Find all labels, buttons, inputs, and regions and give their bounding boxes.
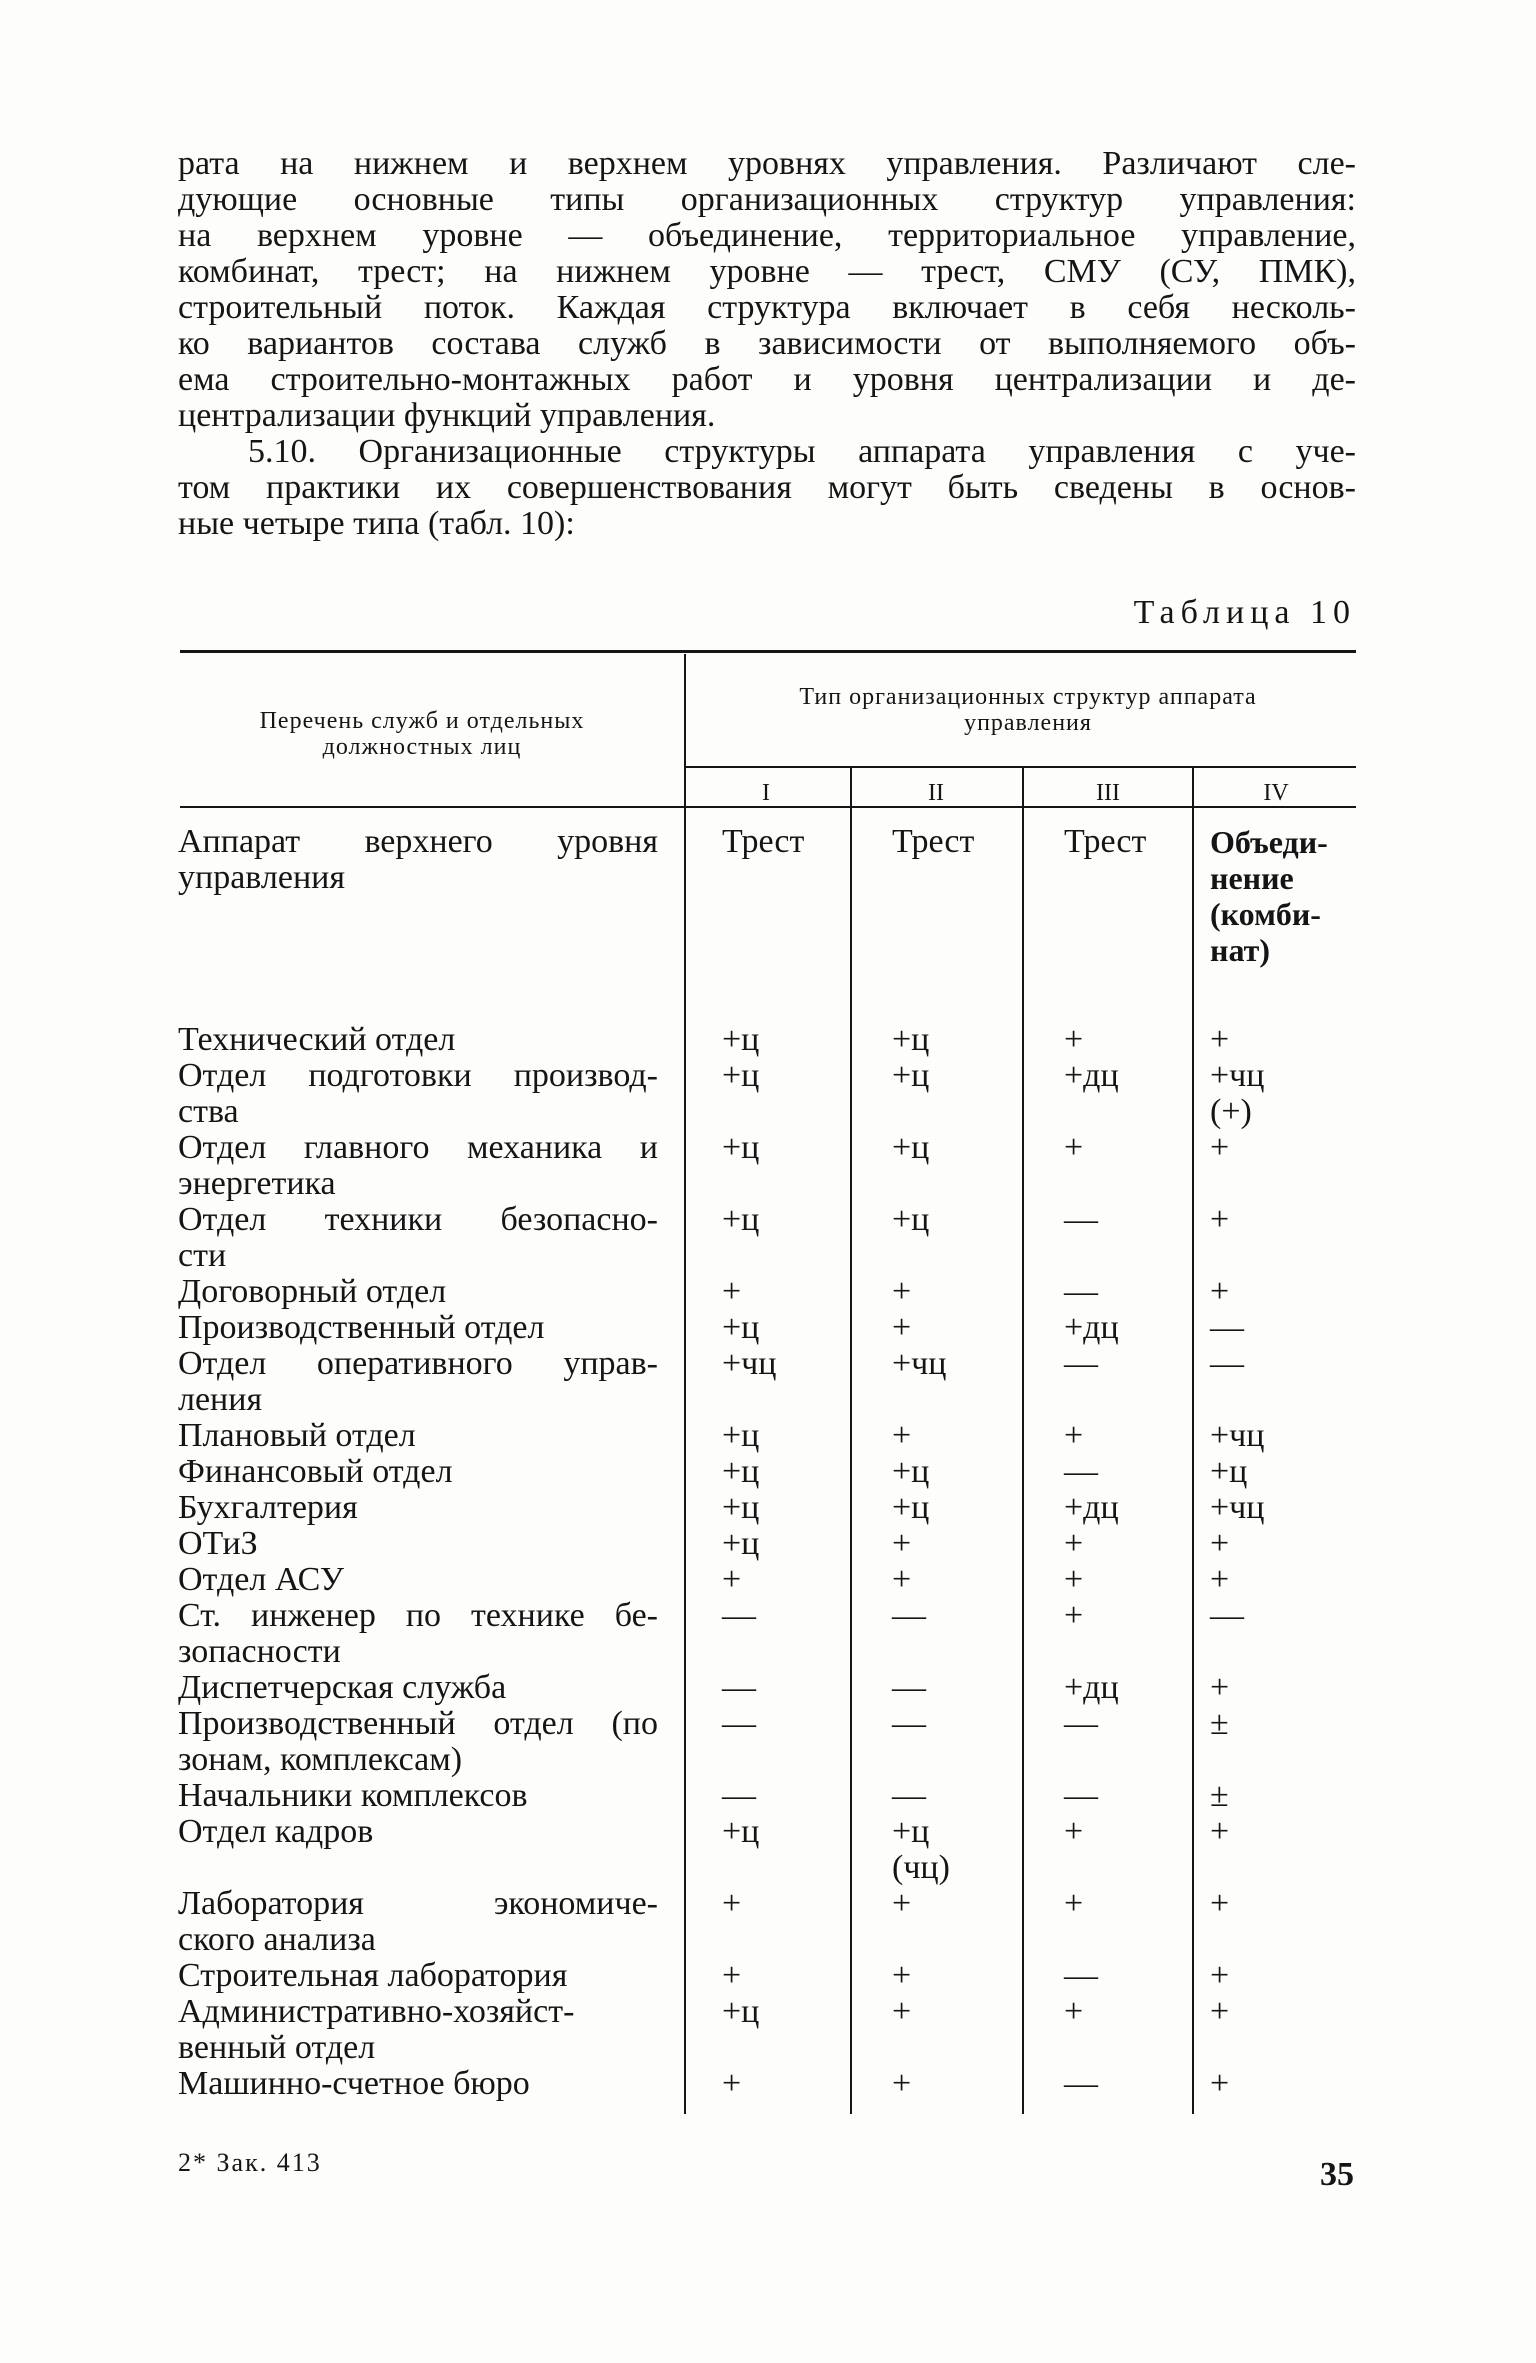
table-cell — [892, 1130, 929, 1166]
col-divider-1 — [850, 768, 852, 2114]
table-cell — [1210, 1202, 1229, 1238]
table-cell — [892, 1994, 911, 2030]
cell-line: + — [1210, 1525, 1230, 1562]
table-cell — [892, 1778, 926, 1814]
table-cell — [1064, 1994, 1083, 2030]
cell-line: + — [892, 1309, 912, 1346]
col-divider-2 — [1022, 768, 1024, 2114]
cell-line: + — [1064, 1021, 1084, 1058]
cell-line: +чц — [1210, 1057, 1265, 1094]
table-cell — [722, 1958, 741, 1994]
table-cell — [1210, 1994, 1229, 2030]
row-label — [178, 1310, 658, 1346]
cell-line: Трест — [722, 823, 805, 860]
table-top-rule — [180, 650, 1356, 653]
table-cell — [892, 1670, 926, 1706]
cell-line: — — [892, 1777, 926, 1814]
table-cell — [892, 1058, 929, 1094]
roman-IV: IV — [1263, 780, 1289, 806]
table-cell — [892, 1202, 929, 1238]
row-label-line: Административно-хозяйст- — [178, 1994, 575, 2030]
cell-line: +дц — [1064, 1669, 1119, 1706]
row-label-line: Машинно-счетное бюро — [178, 2065, 530, 2102]
cell-line: + — [1064, 1525, 1084, 1562]
table-cell — [892, 1706, 926, 1742]
table-cell — [1064, 1130, 1083, 1166]
table-cell — [722, 1022, 759, 1058]
body-paragraph — [178, 146, 1356, 542]
row-label-line: управления — [178, 859, 345, 896]
row-label — [178, 1022, 658, 1058]
cell-line: (+) — [1210, 1093, 1252, 1130]
cell-line: + — [1210, 1129, 1230, 1166]
table-cell — [1210, 1058, 1264, 1130]
row-label — [178, 1526, 658, 1562]
row-label — [178, 1958, 658, 1994]
row-label — [178, 1670, 658, 1706]
table-cell — [892, 1526, 911, 1562]
cell-line: — — [892, 1705, 926, 1742]
cell-line: +дц — [1064, 1489, 1119, 1526]
table-cell — [1210, 1490, 1264, 1526]
cell-line: Трест — [892, 823, 975, 860]
table-cell — [722, 1526, 759, 1562]
paragraph-line: ные четыре типа (табл. 10): — [178, 505, 575, 542]
table-cell — [1064, 1706, 1098, 1742]
table-cell — [1064, 1958, 1098, 1994]
cell-line: Трест — [1064, 823, 1147, 860]
row-label — [178, 1706, 658, 1778]
cell-line: — — [1064, 2065, 1098, 2102]
cell-line: + — [1210, 1885, 1230, 1922]
cell-line: + — [722, 2065, 742, 2102]
row-label — [178, 1886, 658, 1958]
cell-line: + — [1210, 1993, 1230, 2030]
table-cell — [1210, 1346, 1244, 1382]
table-cell — [722, 1346, 776, 1382]
cell-line: (чц) — [892, 1849, 950, 1886]
row-label-line: Отдел кадров — [178, 1813, 374, 1850]
header-left-line-2: должностных лиц — [322, 734, 522, 760]
table-cell — [1210, 1778, 1229, 1814]
cell-line: +ц — [722, 1453, 760, 1490]
table-cell — [1210, 1130, 1229, 1166]
row-label — [178, 1814, 658, 1850]
paragraph-line: комбинат, трест; на нижнем уровне — трест, СМУ (СУ, ПМК), — [178, 254, 1356, 290]
table-cell — [722, 824, 804, 860]
row-label-line: Строительная лаборатория — [178, 1957, 568, 1994]
cell-line: — — [1210, 1345, 1244, 1382]
cell-line: ± — [1210, 1705, 1229, 1742]
cell-line: +ц — [892, 1489, 930, 1526]
cell-line: + — [1210, 1957, 1230, 1994]
row-label — [178, 1454, 658, 1490]
table-cell — [892, 1814, 950, 1886]
row-label-line: Начальники комплексов — [178, 1777, 528, 1814]
cell-line: +чц — [892, 1345, 947, 1382]
row-label-line: Отдел АСУ — [178, 1561, 344, 1598]
print-order-note: 2* Зак. 413 — [178, 2148, 322, 2177]
table-cell — [722, 1310, 759, 1346]
row-label-line: Производственный отдел — [178, 1309, 545, 1346]
cell-line: + — [1064, 1129, 1084, 1166]
table-cell — [892, 1490, 929, 1526]
cell-line: +ц — [722, 1021, 760, 1058]
cell-line: + — [722, 1957, 742, 1994]
cell-line: +ц — [722, 1201, 760, 1238]
cell-line: + — [1064, 1813, 1084, 1850]
table-cell — [722, 1670, 756, 1706]
table-cell — [1064, 1526, 1083, 1562]
row-label-line: Технический отдел — [178, 1021, 456, 1058]
cell-line: — — [1064, 1201, 1098, 1238]
col-divider-main — [684, 654, 686, 2114]
table-cell — [892, 1022, 929, 1058]
cell-line: +ц — [1210, 1453, 1248, 1490]
cell-line: +ц — [722, 1813, 760, 1850]
cell-line: — — [1064, 1777, 1098, 1814]
table-cell — [1064, 1058, 1119, 1094]
table-cell — [1064, 1886, 1083, 1922]
table-cell — [892, 1346, 946, 1382]
paragraph-line: 5.10. Организационные структуры аппарата управления с уче- — [248, 434, 1356, 470]
cell-line: + — [892, 2065, 912, 2102]
page-number: 35 — [1320, 2156, 1354, 2193]
cell-line: + — [1210, 1021, 1230, 1058]
table-cell — [722, 1994, 759, 2030]
cell-line: + — [1064, 1993, 1084, 2030]
table-cell — [1064, 1778, 1098, 1814]
cell-line: + — [1210, 1669, 1230, 1706]
row-label-line: ства — [178, 1093, 239, 1130]
table-cell — [1210, 1886, 1229, 1922]
cell-line: +ц — [722, 1417, 760, 1454]
cell-line: +ц — [892, 1129, 930, 1166]
cell-line: нат) — [1210, 932, 1270, 968]
table-cell — [1210, 1418, 1264, 1454]
cell-line: +ц — [722, 1057, 760, 1094]
cell-line: — — [722, 1669, 756, 1706]
row-label — [178, 1058, 658, 1130]
header-left — [180, 708, 664, 760]
table-cell — [1064, 1454, 1098, 1490]
roman-III: III — [1096, 780, 1120, 806]
table-cell — [722, 1814, 759, 1850]
table-caption: Таблица 10 — [1133, 594, 1356, 631]
cell-line: + — [892, 1561, 912, 1598]
cell-line: — — [1064, 1345, 1098, 1382]
table-cell — [892, 1274, 911, 1310]
cell-line: + — [892, 1885, 912, 1922]
cell-line: — — [1064, 1453, 1098, 1490]
table-cell — [892, 1958, 911, 1994]
header-right-line-2: управления — [964, 710, 1092, 736]
table-cell — [1210, 1274, 1229, 1310]
row-label-line: Ст. инженер по технике бе- — [178, 1598, 658, 1634]
row-label-line: Отдел главного механика и — [178, 1130, 658, 1166]
row-label — [178, 1202, 658, 1274]
row-label-line: ского анализа — [178, 1921, 376, 1958]
row-label — [178, 1778, 658, 1814]
cell-line: — — [1064, 1273, 1098, 1310]
table-cell — [1064, 1670, 1119, 1706]
row-label-line: Производственный отдел (по — [178, 1706, 658, 1742]
table-cell — [892, 824, 974, 860]
table-cell — [1210, 2066, 1229, 2102]
table-cell — [722, 1778, 756, 1814]
cell-line: +ц — [892, 1021, 930, 1058]
table-cell — [892, 2066, 911, 2102]
roman-sub-rule — [686, 766, 1356, 768]
table-cell — [722, 1490, 759, 1526]
row-label — [178, 1274, 658, 1310]
table-cell — [1064, 1310, 1119, 1346]
table-cell — [892, 1598, 926, 1634]
cell-line: +дц — [1064, 1057, 1119, 1094]
table-cell — [1064, 824, 1146, 860]
row-label-line: сти — [178, 1237, 227, 1274]
cell-line: ± — [1210, 1777, 1229, 1814]
col-divider-3 — [1192, 768, 1194, 2114]
row-label — [178, 1562, 658, 1598]
cell-line: + — [722, 1561, 742, 1598]
cell-line: + — [722, 1885, 742, 1922]
header-right — [700, 684, 1356, 736]
table-cell — [722, 1130, 759, 1166]
cell-line: +ц — [892, 1201, 930, 1238]
row-label-line: Диспетчерская служба — [178, 1669, 507, 1706]
cell-line: — — [892, 1669, 926, 1706]
cell-line: — — [722, 1705, 756, 1742]
header-right-line-1: Тип организационных структур аппарата — [799, 684, 1257, 710]
table-cell — [722, 1058, 759, 1094]
cell-line: + — [892, 1957, 912, 1994]
cell-line: +ц — [722, 1129, 760, 1166]
row-label-line: Плановый отдел — [178, 1417, 416, 1454]
cell-line: +дц — [1064, 1309, 1119, 1346]
row-label-line: энергетика — [178, 1165, 336, 1202]
table-cell — [1064, 1490, 1119, 1526]
cell-line: + — [1210, 1813, 1230, 1850]
cell-line: + — [1210, 2065, 1230, 2102]
table-cell — [1210, 1526, 1229, 1562]
cell-line: — — [1210, 1309, 1244, 1346]
cell-line: (комби- — [1210, 896, 1321, 932]
cell-line: + — [892, 1525, 912, 1562]
table-cell — [1064, 1274, 1098, 1310]
cell-line: +ц — [722, 1993, 760, 2030]
cell-line: +ц — [722, 1489, 760, 1526]
table-cell — [1064, 1346, 1098, 1382]
table-cell — [1210, 824, 1328, 968]
cell-line: + — [1210, 1561, 1230, 1598]
table-cell — [722, 1454, 759, 1490]
cell-line: — — [1064, 1957, 1098, 1994]
table-cell — [1210, 1670, 1229, 1706]
row-label-line: Аппарат верхнего уровня — [178, 824, 658, 860]
row-label — [178, 1490, 658, 1526]
table-cell — [1210, 1454, 1247, 1490]
row-label — [178, 1418, 658, 1454]
row-label-line: Лаборатория экономиче- — [178, 1886, 658, 1922]
cell-line: +ц — [722, 1309, 760, 1346]
table-cell — [892, 1310, 911, 1346]
paragraph-line: дующие основные типы организационных структур управления: — [178, 182, 1356, 218]
row-label-line: венный отдел — [178, 2029, 376, 2066]
row-label — [178, 824, 658, 896]
cell-line: — — [1064, 1705, 1098, 1742]
table-cell — [1210, 1562, 1229, 1598]
cell-line: — — [722, 1597, 756, 1634]
table-cell — [722, 2066, 741, 2102]
table-cell — [1210, 1814, 1229, 1850]
paragraph-line: том практики их совершенствования могут быть сведены в основ- — [178, 470, 1356, 506]
row-label-line: Финансовый отдел — [178, 1453, 453, 1490]
row-label-line: Бухгалтерия — [178, 1489, 358, 1526]
table-cell — [892, 1418, 911, 1454]
paragraph-line: на верхнем уровне — объединение, территориальное управление, — [178, 218, 1356, 254]
cell-line: + — [892, 1993, 912, 2030]
row-label-line: зонам, комплексам) — [178, 1741, 463, 1778]
cell-line: — — [722, 1777, 756, 1814]
row-label-line: ОТиЗ — [178, 1525, 258, 1562]
roman-I: I — [762, 780, 770, 806]
cell-line: +ц — [892, 1813, 930, 1850]
cell-line: +ц — [722, 1525, 760, 1562]
table-cell — [1064, 1814, 1083, 1850]
cell-line: + — [1210, 1201, 1230, 1238]
cell-line: +чц — [1210, 1489, 1265, 1526]
row-label-line: Отдел техники безопасно- — [178, 1202, 658, 1238]
table-cell — [1210, 1598, 1244, 1634]
cell-line: + — [1210, 1273, 1230, 1310]
cell-line: + — [892, 1417, 912, 1454]
table-cell — [722, 1274, 741, 1310]
roman-II: II — [928, 780, 944, 806]
cell-line: нение — [1210, 860, 1294, 896]
paragraph-line: ема строительно-монтажных работ и уровня централизации и де- — [178, 362, 1356, 398]
table-cell — [892, 1562, 911, 1598]
cell-line: + — [1064, 1885, 1084, 1922]
table-cell — [1210, 1706, 1229, 1742]
table-cell — [892, 1454, 929, 1490]
cell-line: + — [892, 1273, 912, 1310]
row-label — [178, 1346, 658, 1418]
table-cell — [1064, 2066, 1098, 2102]
row-label — [178, 1598, 658, 1670]
header-left-line-1: Перечень служб и отдельных — [259, 708, 585, 734]
row-label — [178, 2066, 658, 2102]
row-label-line: Договорный отдел — [178, 1273, 447, 1310]
table-cell — [1064, 1202, 1098, 1238]
cell-line: — — [892, 1597, 926, 1634]
cell-line: +ц — [892, 1057, 930, 1094]
row-label-line: Отдел оперативного управ- — [178, 1346, 658, 1382]
table-cell — [1064, 1418, 1083, 1454]
row-label-line: ления — [178, 1381, 263, 1418]
paragraph-line: ко вариантов состава служб в зависимости от выполняемого объ- — [178, 326, 1356, 362]
paragraph-line: строительный поток. Каждая структура включает в себя несколь- — [178, 290, 1356, 326]
table-cell — [722, 1706, 756, 1742]
table-cell — [892, 1886, 911, 1922]
table-cell — [1064, 1022, 1083, 1058]
paragraph-line: централизации функций управления. — [178, 397, 716, 434]
table-cell — [1210, 1022, 1229, 1058]
table-cell — [1210, 1310, 1244, 1346]
cell-line: +чц — [722, 1345, 777, 1382]
table-cell — [722, 1562, 741, 1598]
cell-line: — — [1210, 1597, 1244, 1634]
table-cell — [722, 1886, 741, 1922]
table-cell — [722, 1598, 756, 1634]
table-cell — [1064, 1598, 1083, 1634]
cell-line: Объеди- — [1210, 824, 1328, 860]
cell-line: + — [1064, 1597, 1084, 1634]
row-label-line: Отдел подготовки производ- — [178, 1058, 658, 1094]
table-cell — [722, 1418, 759, 1454]
row-label — [178, 1130, 658, 1202]
row-label — [178, 1994, 658, 2066]
paragraph-line: рата на нижнем и верхнем уровнях управления. Различают сле- — [178, 146, 1356, 182]
cell-line: + — [722, 1273, 742, 1310]
cell-line: +чц — [1210, 1417, 1265, 1454]
row-label-line: зопасности — [178, 1633, 341, 1670]
cell-line: +ц — [892, 1453, 930, 1490]
table-cell — [1210, 1958, 1229, 1994]
cell-line: + — [1064, 1417, 1084, 1454]
table-cell — [722, 1202, 759, 1238]
table-cell — [1064, 1562, 1083, 1598]
cell-line: + — [1064, 1561, 1084, 1598]
